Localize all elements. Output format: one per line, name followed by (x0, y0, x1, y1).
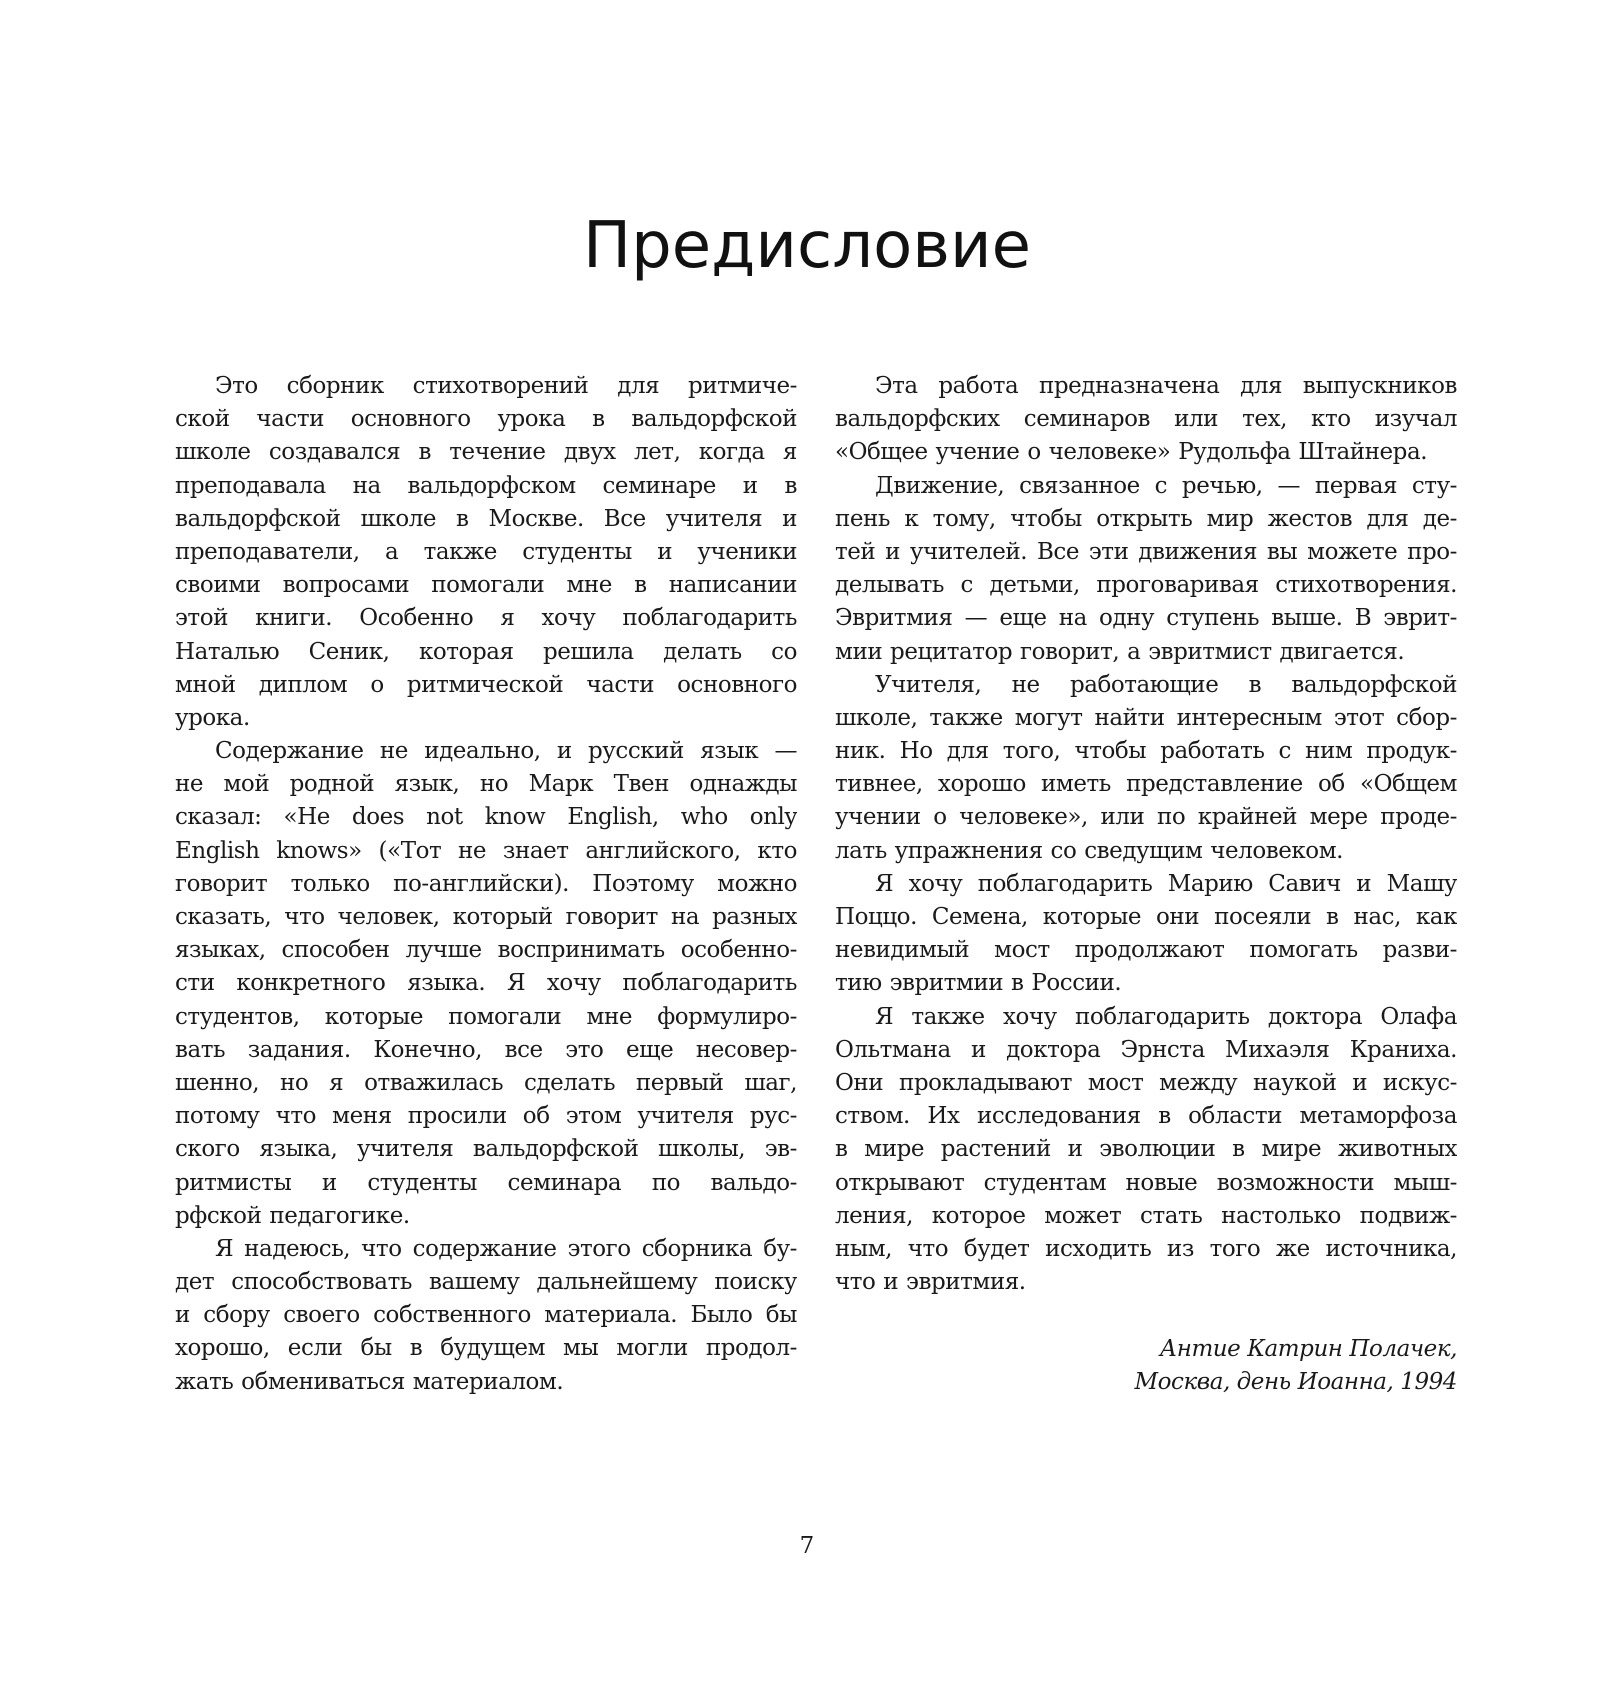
text-line: преподавала на вальдорфском семинаре и в (175, 472, 797, 499)
text-line: ского языка, учителя вальдорфской школы, эв- (175, 1136, 797, 1163)
text-line: хорошо, если бы в будущем мы могли продол- (175, 1335, 797, 1362)
text-line: Я хочу поблагодарить Марию Савич и Машу (875, 870, 1457, 897)
paragraph (835, 470, 1457, 669)
text-line: что и эвритмия. (835, 1269, 1026, 1296)
text-line: жать обмениваться материалом. (175, 1368, 564, 1395)
text-line: говорит только по-английски). Поэтому можно (175, 870, 797, 897)
text-line: своими вопросами помогали мне в написании (175, 572, 797, 599)
text-line: тивнее, хорошо иметь представление об «Общем (835, 771, 1457, 798)
text-line: потому что меня просили об этом учителя рус- (175, 1103, 797, 1130)
text-line: делывать с детьми, проговаривая стихотворения. (835, 572, 1457, 599)
left-column (175, 370, 797, 1399)
paragraph (175, 735, 797, 1233)
text-line: Наталью Сеник, которая решила делать со (175, 638, 797, 665)
paragraph (175, 1233, 797, 1399)
text-line: ством. Их исследования в области метаморфоза (835, 1103, 1457, 1130)
text-line: тей и учителей. Все эти движения вы можете про- (835, 538, 1457, 565)
text-line: школе, также могут найти интересным этот сбор- (835, 704, 1457, 731)
text-line: Ольтмана и доктора Эрнста Михаэля Краниха. (835, 1036, 1457, 1063)
text-line: ской части основного урока в вальдорфской (175, 406, 797, 433)
text-line: языках, способен лучше воспринимать особенно- (175, 937, 797, 964)
text-line: невидимый мост продолжают помогать разви- (835, 937, 1457, 964)
text-line: ным, что будет исходить из того же источника, (835, 1235, 1457, 1262)
text-line: English knows» («Тот не знает английского, кто (175, 837, 797, 864)
text-line: Я надеюсь, что содержание этого сборника бу- (215, 1235, 797, 1262)
page-number: 7 (799, 1533, 815, 1559)
text-line: сказал: «He does not know English, who only (175, 804, 797, 831)
text-line: вальдорфской школе в Москве. Все учителя и (175, 505, 797, 532)
text-line: не мой родной язык, но Марк Твен однажды (175, 771, 797, 798)
text-line: Эта работа предназначена для выпускников (875, 373, 1457, 399)
text-line: Эвритмия — еще на одну ступень выше. В эврит- (835, 605, 1457, 632)
paragraph (175, 370, 797, 735)
text-line: Содержание не идеально, и русский язык — (215, 738, 797, 765)
text-line: Движение, связанное с речью, — первая сту- (875, 472, 1457, 499)
text-line: сказать, что человек, который говорит на разных (175, 904, 797, 930)
text-line: тию эвритмии в России. (835, 970, 1122, 997)
text-line: преподаватели, а также студенты и ученики (175, 538, 797, 565)
text-line: открывают студентам новые возможности мыш- (835, 1169, 1457, 1196)
text-line: лать упражнения со сведущим человеком. (835, 837, 1344, 864)
text-line: ритмисты и студенты семинара по вальдо- (175, 1169, 797, 1196)
text-line: «Общее учение о человеке» Рудольфа Штайнера. (835, 439, 1428, 466)
text-line: Я также хочу поблагодарить доктора Олафа (875, 1003, 1457, 1030)
paragraph (835, 370, 1457, 470)
text-line: этой книги. Особенно я хочу поблагодарить (175, 605, 797, 632)
text-line: студентов, которые помогали мне формулиро- (175, 1003, 797, 1030)
right-column (835, 370, 1457, 1299)
text-line: пень к тому, чтобы открыть мир жестов для де- (835, 505, 1457, 532)
text-line: рфской педагогике. (175, 1202, 410, 1229)
signature-place-date: Москва, день Иоанна, 1994 (1134, 1369, 1457, 1396)
text-line: урока. (175, 704, 250, 731)
text-line: мной диплом о ритмической части основного (175, 671, 797, 698)
text-line: мии рецитатор говорит, а эвритмист двигается. (835, 638, 1405, 665)
text-line: шенно, но я отважилась сделать первый шаг, (175, 1069, 797, 1096)
text-line: в мире растений и эволюции в мире животных (835, 1136, 1457, 1163)
text-line: Они прокладывают мост между наукой и искус- (835, 1069, 1457, 1096)
text-line: ления, которое может стать настолько подвиж- (835, 1202, 1457, 1229)
text-line: Поццо. Семена, которые они посеяли в нас, как (835, 904, 1457, 930)
text-line: учении о человеке», или по крайней мере проде- (835, 804, 1457, 831)
text-line: вать задания. Конечно, все это еще несовер- (175, 1036, 797, 1063)
paragraph (835, 1001, 1457, 1300)
signature-name: Антие Катрин Полачек, (1159, 1336, 1457, 1362)
text-line: Это сборник стихотворений для ритмиче- (215, 373, 797, 399)
text-line: вальдорфских семинаров или тех, кто изучал (835, 406, 1457, 433)
text-line: и сбору своего собственного материала. Было бы (175, 1302, 797, 1329)
paragraph (835, 669, 1457, 868)
text-line: ник. Но для того, чтобы работать с ним продук- (835, 738, 1457, 765)
signature (835, 1333, 1457, 1399)
text-line: школе создавался в течение двух лет, когда я (175, 439, 797, 466)
text-line: сти конкретного языка. Я хочу поблагодарить (175, 970, 797, 997)
text-line: дет способствовать вашему дальнейшему поиску (175, 1269, 797, 1296)
page-title: Предисловие (583, 209, 1031, 283)
text-line: Учителя, не работающие в вальдорфской (875, 671, 1457, 698)
paragraph (835, 868, 1457, 1001)
